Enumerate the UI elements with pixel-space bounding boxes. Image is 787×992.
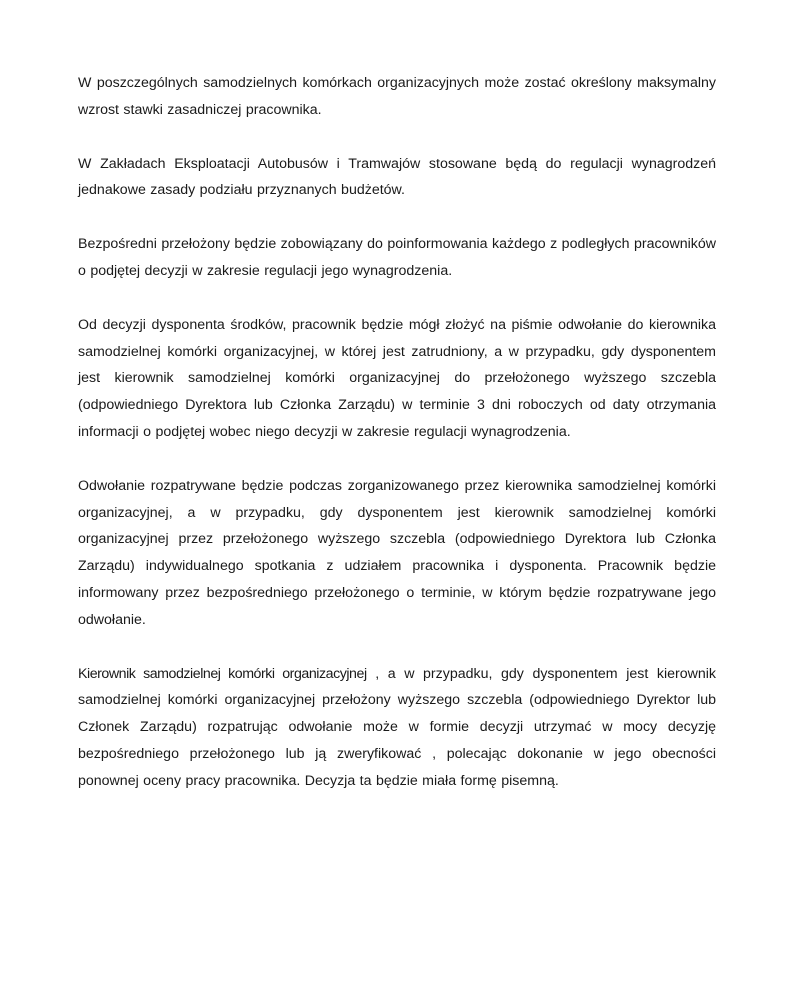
paragraph-supervisor-duty: Bezpośredni przełożony będzie zobowiązany do poinformowania każdego z podległych pracowników o podjętej decyzji w zakresie regulacji jego wynagrodzenia. bbox=[78, 236, 716, 279]
paragraph-max-raise: W poszczególnych samodzielnych komórkach organizacyjnych może zostać określony maksymalny wzrost stawki zasadniczej pracownika. bbox=[78, 75, 716, 118]
paragraph-appeal-procedure: Od decyzji dysponenta środków, pracownik będzie mógł złożyć na piśmie odwołanie do kierownika samodzielnej komórki organizacyjnej, w której jest zatrudniony, a w przypadku, gdy dysponentem jest kierownik samodzielnej komórki organizacyjnej do przełożonego wyższego szczebla (odpowiedniego Dyrektora lub Członka Zarządu) w terminie 3 dni roboczych od daty otrzymania informacji o podjętej wobec niego decyzji w zakresie regulacji wynagrodzenia. bbox=[78, 316, 716, 440]
paragraph-uniform-rules: W Zakładach Eksploatacji Autobusów i Tramwajów stosowane będą do regulacji wynagrodzeń jednakowe zasady podziału przyznanych budżetów. bbox=[78, 155, 716, 199]
paragraph-final-decision bbox=[78, 661, 716, 795]
final-decision-rest: , a w przypadku, gdy dysponentem jest kierownik samodzielnej komórki organizacyjnej przełożony wyższego szczebla (odpowiedniego Dyrektor lub Członek Zarządu) rozpatrując odwołanie może w formie decyzji utrzymać w mocy decyzję bezpośredniego przełożonego lub ją zweryfikować , polecając dokonanie w jego obecności ponownej oceny pracy pracownika. Decyzja ta będzie miała formę pisemną. bbox=[78, 665, 716, 789]
document-page bbox=[78, 70, 716, 822]
paragraph-appeal-meeting: Odwołanie rozpatrywane będzie podczas zorganizowanego przez kierownika samodzielnej komórki organizacyjnej, a w przypadku, gdy dysponentem jest kierownik samodzielnej komórki organizacyjnej przez przełożonego wyższego szczebla (odpowiedniego Dyrektora lub Członka Zarządu) indywidualnego spotkania z udziałem pracownika i dysponenta. Pracownik będzie informowany przez bezpośredniego przełożonego o terminie, w którym będzie rozpatrywane jego odwołanie. bbox=[78, 477, 716, 628]
final-decision-lead: Kierownik samodzielnej komórki organizacyjnej bbox=[78, 665, 367, 682]
